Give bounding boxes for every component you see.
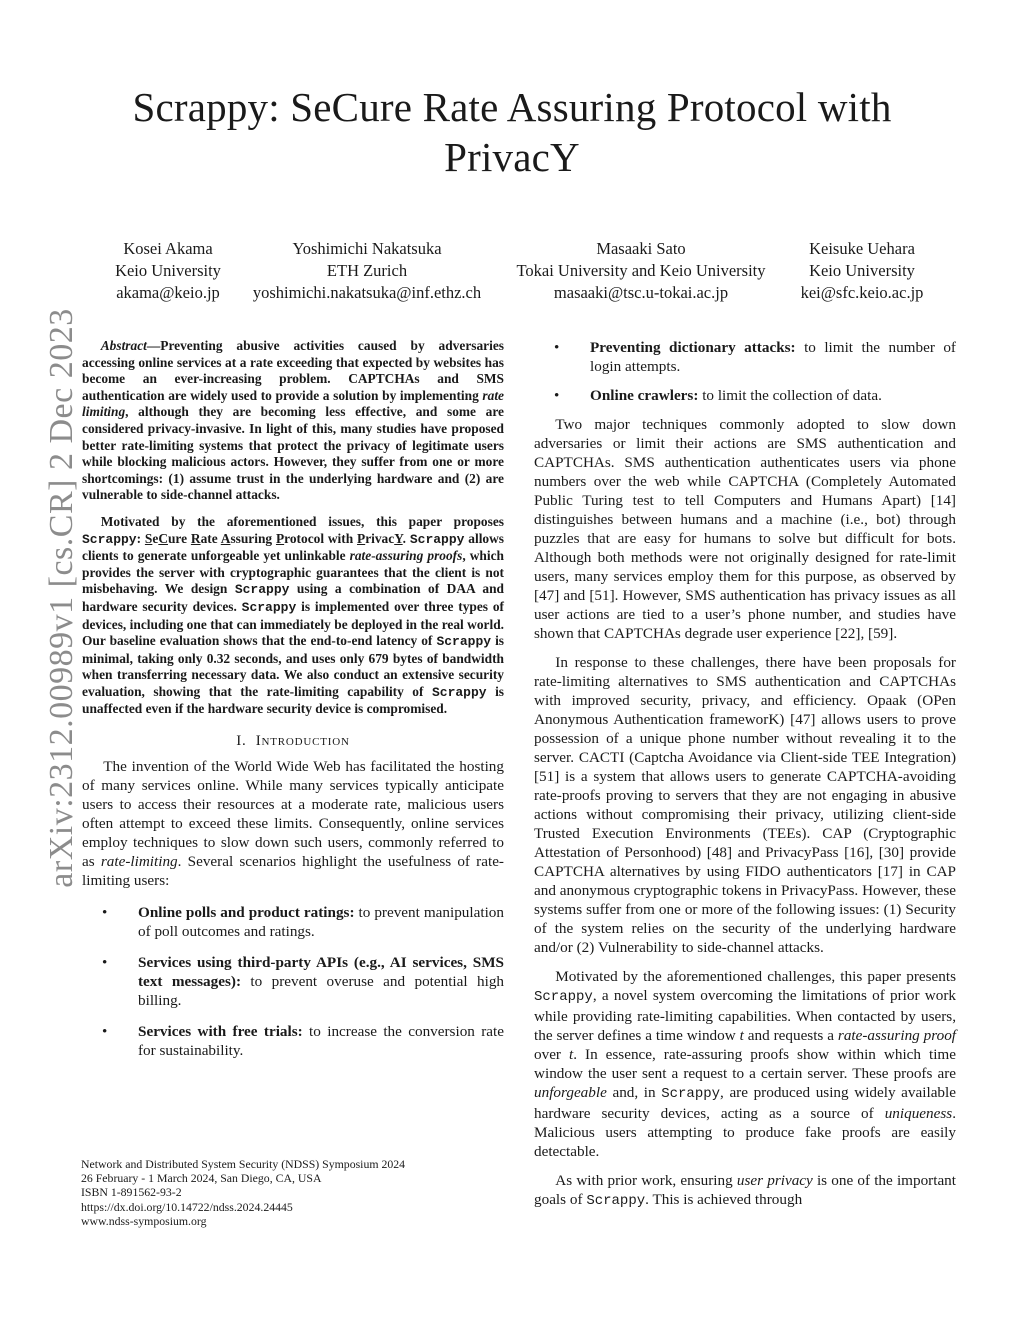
bullet-item: • Preventing dictionary attacks: to limit the number of login attempts. [554,339,956,375]
arxiv-stamp: arXiv:2312.00989v1 [cs.CR] 2 Dec 2023 [43,308,80,888]
left-column [82,338,504,1060]
author-email: akama@keio.jp [116,283,220,302]
acronym-expansion: SeCure Rate Assuring Protocol with PrivacY. [144,530,407,546]
bullet-item: • Services with free trials: to increase the conversion rate for sustainability. [102,1023,504,1060]
author-affiliation: ETH Zurich [326,261,408,280]
intro-paragraph-1: The invention of the World Wide Web has facilitated the hosting of many services online. While many services typically anticipate users to access their resources at a moderate rate, malicious users often attempt to exceed these limits. Consequently, online services employ techniques to slow down such users, commonly referred to as rate-limiting. Several scenarios highlight the usefulness of rate-limiting users: [82,758,504,890]
title-line-2: PrivacY [444,134,580,180]
author-affiliation: Keio University [809,261,915,280]
author-block-3 [506,238,776,304]
bullet-dot: • [554,387,560,404]
title-line-1: Scrappy: SeCure Rate Assuring Protocol with [132,84,892,130]
bullet-dot: • [102,1023,108,1041]
section-heading-introduction: I. Introduction [236,733,350,750]
right-column [534,338,956,1211]
author-email: yoshimichi.nakatsuka@inf.ethz.ch [252,283,482,302]
body-paragraph: Two major techniques commonly adopted to slow down adversaries or limit their actions are SMS authentication and CAPTCHAs. SMS authentication authenticates users via phone numbers over the web while CAPTCHA (Completely Automated Public Turing test to tell Computers and Humans Apart) [14] distinguishes between humans and a machine (i.e., bot) through puzzles that are easy for humans to solve but difficult for bots. Although both methods were not originally designed for rate-limit users, many services employ them for this purpose, as observed by [47] and [51]. However, SMS authentication has privacy issues as all user actions are tied to a user’s phone number, and studies have shown that CAPTCHAs degrade user experience [22], [59]. [534,416,956,642]
author-email: kei@sfc.keio.ac.jp [800,283,924,302]
footer-line: ISBN 1-891562-93-2 [81,1185,182,1200]
body-paragraph: Motivated by the aforementioned challenges, this paper presents Scrappy, a novel system overcoming the limitations of prior work while providing rate-limiting capabilities. When contacted by users, the server defines a time window t and requests a rate-assuring proof over t. In essence, rate-assuring proofs show within which time window the user sent a request to a certain server. These proofs are unforgeable and, in Scrappy, are produced using widely available hardware security devices, acting as a source of uniqueness. Malicious users attempting to produce fake proofs are easily detectable. [534,968,957,1160]
bullet-dot: • [102,904,108,922]
body-paragraph: In response to these challenges, there have been proposals for rate-limiting alternatives to SMS authentication and CAPTCHAs with improved security, privacy, and efficiency. Opaak (OPen Anonymous Authentication frameworK) [47] allows users to prove possession of a unique phone number without revealing it to the server. CACTI (Captcha Avoidance via Client-side TEE Integration) [51] is a system that allows users to generate CAPTCHA-avoiding rate-proofs proving to servers that they are not engaging in abusive actions without compromising their privacy, utilizing client-side Trusted Execution Environments (TEEs). CAP (Cryptographic Attestation of Personhood) [48] and PrivacyPass [16], [30] provide CAPTCHA alternatives by using FIDO authenticators [17] in CAP and anonymous cryptographic tokens in PrivacyPass. However, these systems suffer from one or more of the following issues: (1) Security of the system relies on the security of the underlying hardware and/or (2) Vulnerability to side-channel attacks. [534,654,956,956]
abstract-paragraph-2: Motivated by the aforementioned issues, this paper proposes Scrappy: SeCure Rate Assuring Protocol with PrivacY. Scrappy allows clients to generate unforgeable yet unlinkable rate-assuring proofs, which provides the server with cryptographic guarantees that the client is not misbehaving. We design Scrappy using a combination of DAA and hardware security devices. Scrappy is implemented over three types of devices, including one that can immediately be deployed in the real world. Our baseline evaluation shows that the end-to-end latency of Scrappy is minimal, taking only 0.32 seconds, and uses only 679 bytes of bandwidth when transferring necessary data. We also conduct an extensive security evaluation, showing that the rate-limiting capability of Scrappy is unaffected even if the hardware security device is compromised. [82,513,505,717]
footer-line: 26 February - 1 March 2024, San Diego, CA, USA [81,1171,322,1186]
abstract-paragraph-1: Abstract—Preventing abusive activities caused by adversaries accessing online services at a rate exceeding that expected by websites has become an ever-increasing problem. CAPTCHAs and SMS authentication are widely used to provide a solution by implementing rate limiting, although they are becoming less effective, and some are considered privacy-invasive. In light of this, many studies have proposed better rate-limiting systems that protect the privacy of legitimate users while blocking malicious actors. However, they suffer from one or more shortcomings: (1) assume trust in the underlying hardware and (2) are vulnerable to side-channel attacks. [82,338,504,503]
bullet-item: • Services using third-party APIs (e.g., AI services, SMS text messages): to prevent overuse and potential high billing. [102,954,505,1010]
footer-website-link[interactable]: www.ndss-symposium.org [81,1213,207,1228]
author-email: masaaki@tsc.u-tokai.ac.jp [553,283,729,302]
abstract-label: Abstract [100,338,147,353]
bullet-item: • Online polls and product ratings: to prevent manipulation of poll outcomes and ratings. [102,904,504,941]
bullet-item: • Online crawlers: to limit the collection of data. [554,387,882,404]
author-name: Masaaki Sato [596,239,686,258]
footer-doi-link[interactable]: https://dx.doi.org/10.14722/ndss.2024.24445 [81,1199,293,1214]
body-paragraph: As with prior work, ensuring user privacy is one of the important goals of Scrappy. This is achieved through [534,1172,956,1209]
author-block-4 [786,238,938,304]
author-name: Yoshimichi Nakatsuka [292,239,442,258]
author-name: Kosei Akama [123,239,213,258]
author-block-2 [240,238,494,304]
author-affiliation: Tokai University and Keio University [516,261,766,280]
author-affiliation: Keio University [115,261,221,280]
conference-footer [81,1157,405,1228]
bullet-dot: • [102,954,108,972]
author-block-1 [88,238,248,304]
paper-title [0,82,1024,182]
footer-line: Network and Distributed System Security (NDSS) Symposium 2024 [81,1157,406,1171]
author-name: Keisuke Uehara [809,239,915,258]
bullet-dot: • [554,339,560,356]
